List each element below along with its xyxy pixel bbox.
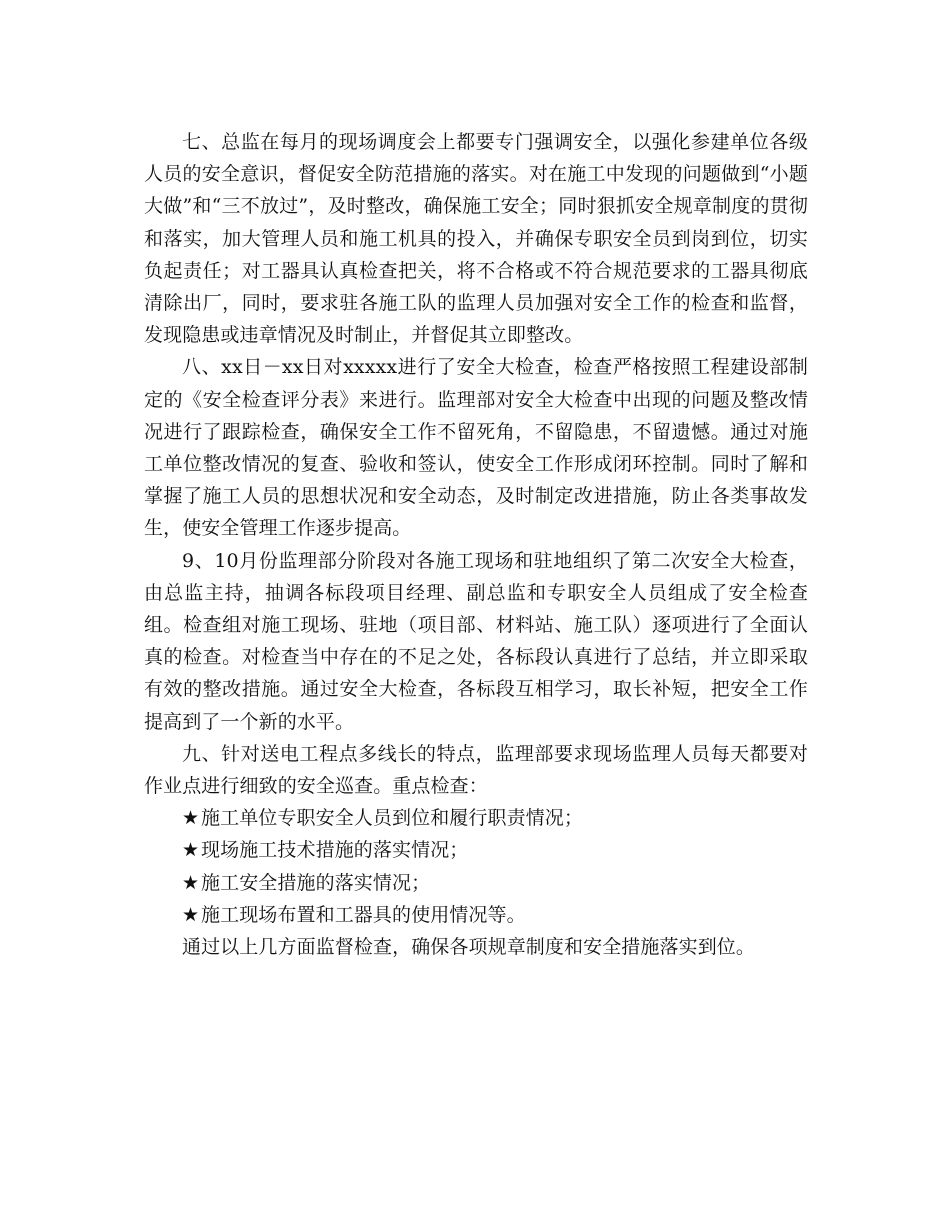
checklist-item bbox=[144, 899, 808, 931]
paragraph-seven: 七、总监在每月的现场调度会上都要专门强调安全，以强化参建单位各级人员的安全意识，督促安全防范措施的落实。对在施工中发现的问题做到“小题大做”和“三不放过”，及时整改，确保施工安全；同时狠抓安全规章制度的贯彻和落实，加大管理人员和施工机具的投入，并确保专职安全员到岗到位，切实负起责任；对工器具认真检查把关，将不合格或不符合规范要求的工器具彻底清除出厂，同时，要求驻各施工队的监理人员加强对安全工作的检查和监督，发现隐患或违章情况及时制止，并督促其立即整改。 bbox=[144, 131, 808, 347]
star-icon: ★ bbox=[182, 839, 200, 862]
paragraph-eight: 八、xx日－xx日对xxxxx进行了安全大检查，检查严格按照工程建设部制定的《安全检查评分表》来进行。监理部对安全大检查中出现的问题及整改情况进行了跟踪检查，确保安全工作不留死角，不留隐患，不留遗憾。通过对施工单位整改情况的复查、验收和签认，使安全工作形成闭环控制。同时了解和掌握了施工人员的思想状况和安全动态，及时制定改进措施，防止各类事故发生，使安全管理工作逐步提高。 bbox=[144, 356, 808, 540]
checklist-item-text: 施工现场布置和工器具的使用情况等。 bbox=[201, 903, 526, 926]
paragraph-nine: 九、针对送电工程点多线长的特点，监理部要求现场监理人员每天都要对作业点进行细致的安全巡查。重点检查： bbox=[144, 742, 808, 798]
checklist-item bbox=[144, 802, 808, 834]
paragraph-second-inspection: 9、10月份监理部分阶段对各施工现场和驻地组织了第二次安全大检查，由总监主持，抽调各标段项目经理、副总监和专职安全人员组成了安全检查组。检查组对施工现场、驻地（项目部、材料站、施工队）逐项进行了全面认真的检查。对检查当中存在的不足之处，各标段认真进行了总结，并立即采取有效的整改措施。通过安全大检查，各标段互相学习，取长补短，把安全工作提高到了一个新的水平。 bbox=[144, 549, 808, 733]
checklist-item-text: 施工安全措施的落实情况； bbox=[201, 871, 431, 894]
checklist-item bbox=[144, 834, 808, 866]
star-icon: ★ bbox=[182, 871, 200, 894]
checklist-item bbox=[144, 867, 808, 899]
star-icon: ★ bbox=[182, 903, 200, 926]
closing-paragraph: 通过以上几方面监督检查，确保各项规章制度和安全措施落实到位。 bbox=[182, 936, 756, 959]
checklist-item-text: 施工单位专职安全人员到位和履行职责情况； bbox=[201, 807, 584, 830]
checklist-item-text: 现场施工技术措施的落实情况； bbox=[201, 839, 469, 862]
document-body bbox=[144, 126, 808, 963]
star-icon: ★ bbox=[182, 807, 200, 830]
